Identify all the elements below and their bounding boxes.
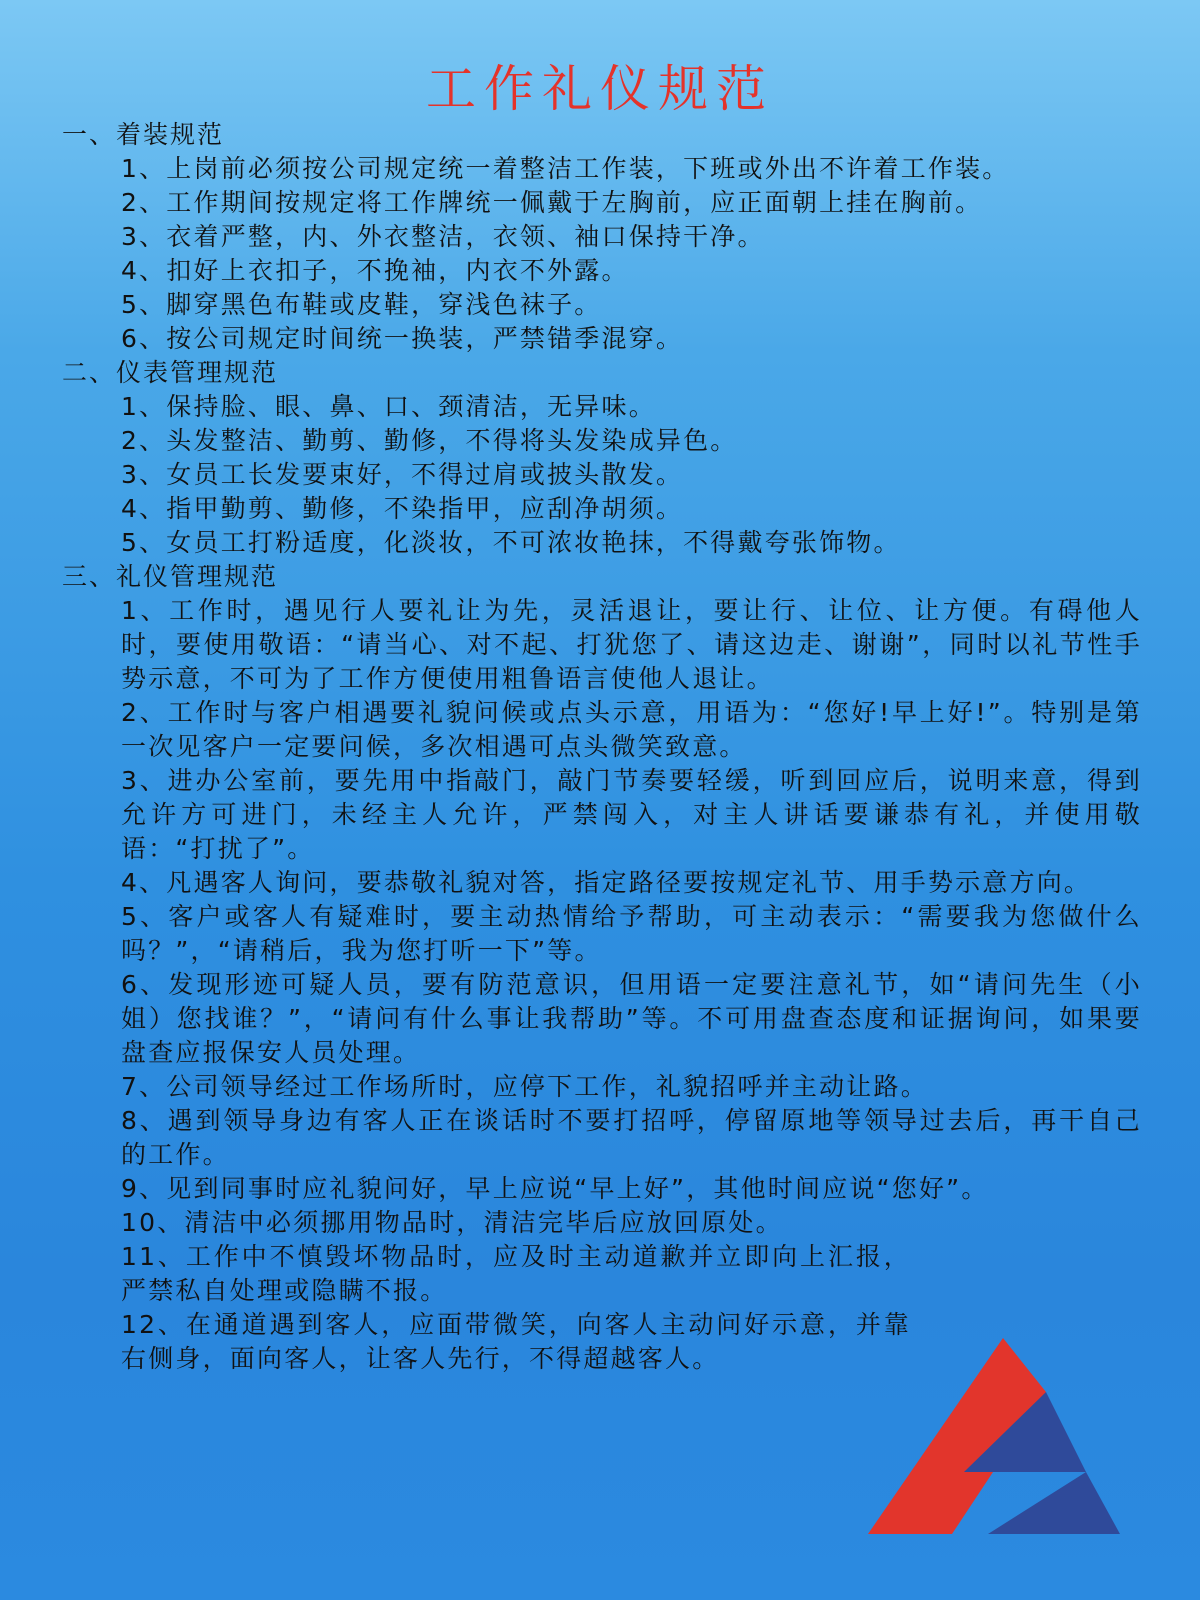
list-item: 2、头发整洁、勤剪、勤修，不得将头发染成异色。 [121, 426, 738, 455]
list-item: 4、指甲勤剪、勤修，不染指甲，应刮净胡须。 [121, 494, 684, 523]
section-heading-appearance: 二、仪表管理规范 [62, 358, 279, 387]
list-item: 3、进办公室前，要先用中指敲门，敲门节奏要轻缓，听到回应后，说明来意，得到允许方可进门，未经主人允许，严禁闯入，对主人讲话要谦恭有礼，并使用敬语：“打扰了”。 [121, 766, 1142, 863]
page-title: 工作礼仪规范 [426, 60, 774, 118]
list-item: 4、扣好上衣扣子，不挽袖，内衣不外露。 [121, 256, 629, 285]
list-item: 4、凡遇客人询问，要恭敬礼貌对答，指定路径要按规定礼节、用手势示意方向。 [121, 868, 1092, 897]
list-item: 12、在通道遇到客人，应面带微笑，向客人主动问好示意，并靠右侧身，面向客人，让客人先行，不得超越客人。 [121, 1310, 911, 1373]
list-item: 10、清洁中必须挪用物品时，清洁完毕后应放回原处。 [121, 1208, 783, 1237]
list-item: 7、公司领导经过工作场所时，应停下工作，礼貌招呼并主动让路。 [121, 1072, 928, 1101]
section-heading-etiquette: 三、礼仪管理规范 [62, 562, 279, 591]
list-item: 6、按公司规定时间统一换装，严禁错季混穿。 [121, 324, 684, 353]
list-item: 6、发现形迹可疑人员，要有防范意识，但用语一定要注意礼节，如“请问先生（小姐）您找谁？”，“请问有什么事让我帮助”等。不可用盘查态度和证据询问，如果要盘查应报保安人员处理。 [121, 970, 1142, 1067]
list-item: 1、上岗前必须按公司规定统一着整洁工作装，下班或外出不许着工作装。 [121, 154, 1010, 183]
list-item: 11、工作中不慎毁坏物品时，应及时主动道歉并立即向上汇报，严禁私自处理或隐瞒不报。 [121, 1242, 911, 1305]
list-item: 3、女员工长发要束好，不得过肩或披头散发。 [121, 460, 684, 489]
regulations-body [62, 118, 1142, 1376]
list-item: 5、脚穿黑色布鞋或皮鞋，穿浅色袜子。 [121, 290, 602, 319]
list-item: 5、客户或客人有疑难时，要主动热情给予帮助，可主动表示：“需要我为您做什么吗？”，“请稍后，我为您打听一下”等。 [121, 902, 1142, 965]
list-item: 1、保持脸、眼、鼻、口、颈清洁，无异味。 [121, 392, 656, 421]
company-logo-icon [868, 1338, 1120, 1534]
list-item: 3、衣着严整，内、外衣整洁，衣领、袖口保持干净。 [121, 222, 765, 251]
list-item: 5、女员工打粉适度，化淡妆，不可浓妆艳抹，不得戴夸张饰物。 [121, 528, 901, 557]
list-item: 9、见到同事时应礼貌问好，早上应说“早上好”，其他时间应说“您好”。 [121, 1174, 989, 1203]
list-item: 2、工作时与客户相遇要礼貌问候或点头示意，用语为：“您好!早上好!”。特别是第一次见客户一定要问候，多次相遇可点头微笑致意。 [121, 698, 1142, 761]
list-item: 2、工作期间按规定将工作牌统一佩戴于左胸前，应正面朝上挂在胸前。 [121, 188, 983, 217]
list-item: 1、工作时，遇见行人要礼让为先，灵活退让，要让行、让位、让方便。有碍他人时，要使用敬语：“请当心、对不起、打犹您了、请这边走、谢谢”，同时以礼节性手势示意，不可为了工作方便使用粗鲁语言使他人退让。 [121, 596, 1142, 693]
logo-navy-lower [988, 1472, 1120, 1534]
section-heading-dress: 一、着装规范 [62, 120, 225, 149]
list-item: 8、遇到领导身边有客人正在谈话时不要打招呼，停留原地等领导过去后，再干自己的工作。 [121, 1106, 1142, 1169]
